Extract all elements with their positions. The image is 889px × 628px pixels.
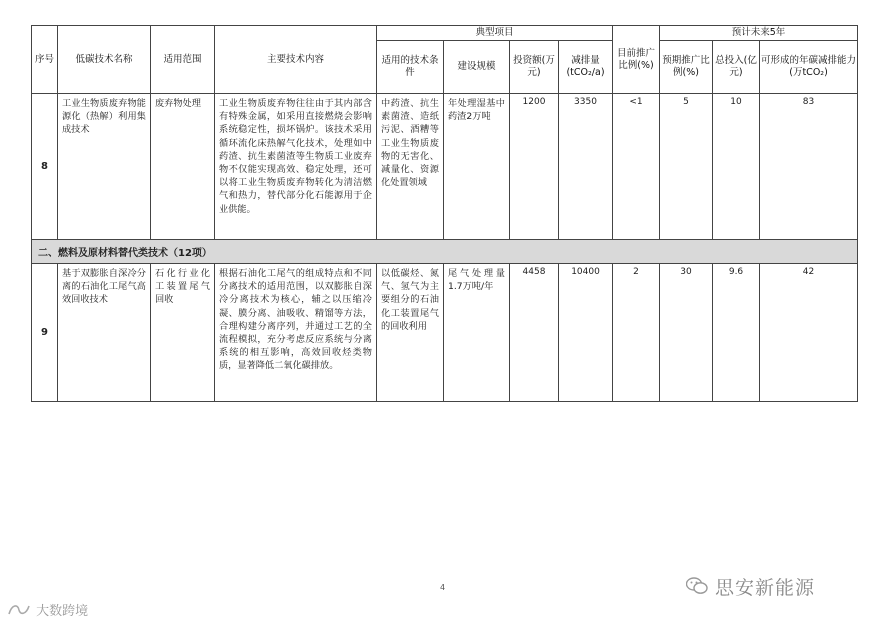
watermark-left: [6, 600, 88, 622]
header-scope: 适用范围: [151, 26, 215, 94]
header-investment: 投资额(万元): [510, 41, 559, 94]
header-reduction: 减排量(tCO₂/a): [559, 41, 613, 94]
table-row: [32, 264, 858, 402]
row-total-invest: 10: [713, 94, 760, 240]
section-title: 二、燃料及原材料替代类技术（12项）: [32, 240, 858, 264]
technology-table: [31, 25, 858, 402]
row-content: 根据石油化工尾气的组成特点和不同分离技术的适用范围，以双膨胀自深冷分离技术为核心，辅之以压缩冷凝、膜分离、油吸收、精馏等方法，合理构建分离序列，并通过工艺的全流程模拟，充分考虑反应系统与分离系统的相互影响，高效回收烃类物质，显著降低二氧化碳排放。: [215, 264, 377, 402]
row-scope: 废弃物处理: [151, 94, 215, 240]
row-investment: 1200: [510, 94, 559, 240]
header-total-invest: 总投入(亿元): [713, 41, 760, 94]
row-conditions: 中药渣、抗生素菌渣、造纸污泥、酒糟等工业生物质废物的无害化、减量化、资源化处置领域: [377, 94, 444, 240]
row-capacity: 83: [760, 94, 858, 240]
header-current-ratio: 目前推广比例(%): [613, 26, 660, 94]
header-content: 主要技术内容: [215, 26, 377, 94]
row-current-ratio: 2: [613, 264, 660, 402]
header-typical-project: 典型项目: [377, 26, 613, 41]
row-current-ratio: <1: [613, 94, 660, 240]
row-scope: 石化行业化工装置尾气回收: [151, 264, 215, 402]
row-expected-ratio: 30: [660, 264, 713, 402]
wechat-icon: [686, 577, 708, 600]
header-tech-name: 低碳技术名称: [58, 26, 151, 94]
row-seq: 9: [32, 264, 58, 402]
watermark-right-text: 思安新能源: [715, 577, 816, 599]
watermark-left-text: 大数跨境: [36, 604, 89, 619]
header-expected-ratio: 预期推广比例(%): [660, 41, 713, 94]
row-seq: 8: [32, 94, 58, 240]
table-row: [32, 94, 858, 240]
row-reduction: 10400: [559, 264, 613, 402]
header-scale: 建设规模: [444, 41, 510, 94]
row-investment: 4458: [510, 264, 559, 402]
row-scale: 年处理湿基中药渣2万吨: [444, 94, 510, 240]
row-tech-name: 基于双膨胀自深冷分离的石油化工尾气高效回收技术: [58, 264, 151, 402]
header-capacity: 可形成的年碳减排能力(万tCO₂): [760, 41, 858, 94]
row-capacity: 42: [760, 264, 858, 402]
row-tech-name: 工业生物质废弃物能源化（热解）利用集成技术: [58, 94, 151, 240]
row-content: 工业生物质废弃物往往由于其内部含有特殊金属，如采用直接燃烧会影响系统稳定性，损坏锅炉。该技术采用循环流化床热解气化技术，处理如中药渣、抗生素菌渣等生物质工业废弃物不仅能实现高效、稳定处理，还可以将工业生物质废弃物转化为清洁燃气和热力，替代部分化石能源用于企业供能。: [215, 94, 377, 240]
row-expected-ratio: 5: [660, 94, 713, 240]
swirl-logo-icon: [6, 602, 32, 622]
header-seq: 序号: [32, 26, 58, 94]
row-conditions: 以低碳烃、氮气、氢气为主要组分的石油化工装置尾气的回收利用: [377, 264, 444, 402]
row-total-invest: 9.6: [713, 264, 760, 402]
watermark-right: [686, 573, 815, 600]
row-scale: 尾气处理量1.7万吨/年: [444, 264, 510, 402]
header-forecast: 预计未来5年: [660, 26, 858, 41]
section-row: [32, 240, 858, 264]
page-number: 4: [440, 583, 446, 592]
row-reduction: 3350: [559, 94, 613, 240]
header-conditions: 适用的技术条件: [377, 41, 444, 94]
